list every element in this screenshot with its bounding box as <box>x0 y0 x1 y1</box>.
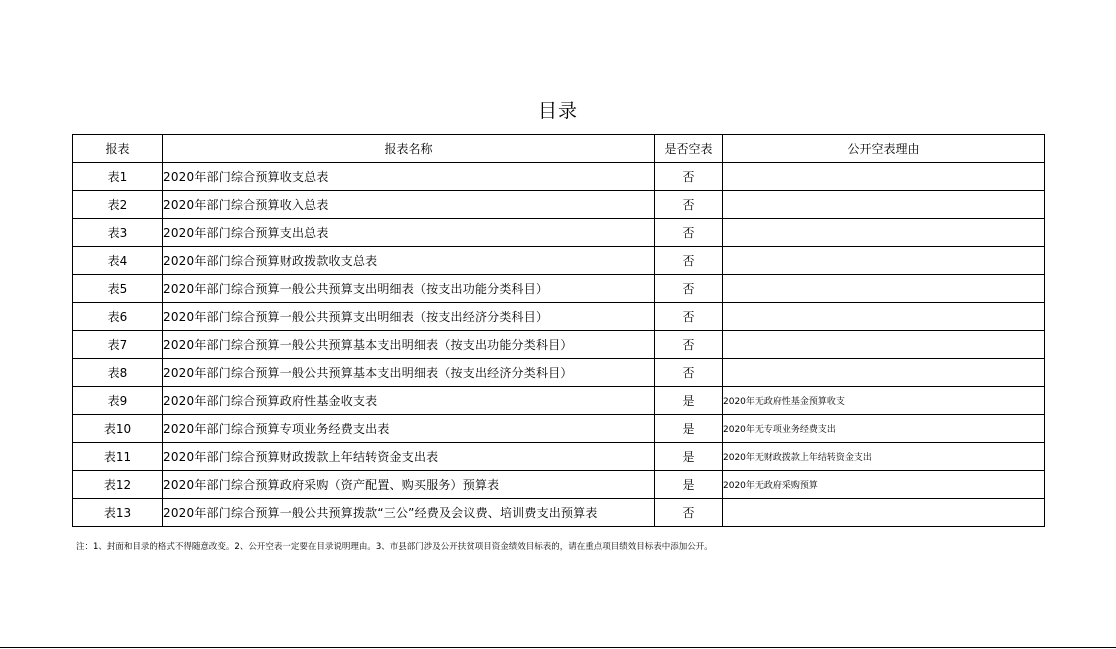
empty-reason-cell: 2020年无专项业务经费支出 <box>723 415 1045 443</box>
is-empty-cell: 否 <box>655 247 723 275</box>
is-empty-cell: 否 <box>655 191 723 219</box>
empty-reason-cell <box>723 275 1045 303</box>
table-row <box>73 331 1045 359</box>
table-row <box>73 499 1045 527</box>
is-empty-cell: 是 <box>655 471 723 499</box>
report-name-cell: 2020年部门综合预算收入总表 <box>163 191 655 219</box>
is-empty-cell: 是 <box>655 387 723 415</box>
report-no-cell: 表3 <box>73 219 163 247</box>
empty-reason-cell <box>723 303 1045 331</box>
table-row <box>73 191 1045 219</box>
empty-reason-cell <box>723 247 1045 275</box>
empty-reason-cell <box>723 219 1045 247</box>
report-no-cell: 表1 <box>73 163 163 191</box>
empty-reason-cell <box>723 331 1045 359</box>
empty-reason-cell <box>723 359 1045 387</box>
empty-reason-cell: 2020年无财政拨款上年结转资金支出 <box>723 443 1045 471</box>
report-name-cell: 2020年部门综合预算一般公共预算支出明细表（按支出经济分类科目） <box>163 303 655 331</box>
table-row <box>73 247 1045 275</box>
report-name-cell: 2020年部门综合预算一般公共预算基本支出明细表（按支出经济分类科目） <box>163 359 655 387</box>
report-name-cell: 2020年部门综合预算一般公共预算拨款“三公”经费及会议费、培训费支出预算表 <box>163 499 655 527</box>
footnote: 注：1、封面和目录的格式不得随意改变。2、公开空表一定要在目录说明理由。3、市县部门涉及公开扶贫项目资金绩效目标表的，请在重点项目绩效目标表中添加公开。 <box>76 542 713 552</box>
table-row <box>73 275 1045 303</box>
is-empty-cell: 否 <box>655 331 723 359</box>
page-title: 目录 <box>537 100 578 122</box>
table-row <box>73 471 1045 499</box>
is-empty-cell: 否 <box>655 219 723 247</box>
table-row <box>73 359 1045 387</box>
is-empty-cell: 是 <box>655 443 723 471</box>
empty-reason-cell <box>723 163 1045 191</box>
table-row <box>73 415 1045 443</box>
empty-reason-cell <box>723 191 1045 219</box>
report-name-cell: 2020年部门综合预算财政拨款收支总表 <box>163 247 655 275</box>
is-empty-cell: 否 <box>655 275 723 303</box>
catalog-table <box>72 134 1045 527</box>
report-no-cell: 表5 <box>73 275 163 303</box>
report-no-cell: 表9 <box>73 387 163 415</box>
report-name-cell: 2020年部门综合预算一般公共预算支出明细表（按支出功能分类科目） <box>163 275 655 303</box>
is-empty-cell: 否 <box>655 359 723 387</box>
header-report-no: 报表 <box>73 135 163 163</box>
header-is-empty: 是否空表 <box>655 135 723 163</box>
is-empty-cell: 是 <box>655 415 723 443</box>
report-no-cell: 表6 <box>73 303 163 331</box>
empty-reason-cell: 2020年无政府采购预算 <box>723 471 1045 499</box>
empty-reason-cell <box>723 499 1045 527</box>
report-name-cell: 2020年部门综合预算政府采购（资产配置、购买服务）预算表 <box>163 471 655 499</box>
report-no-cell: 表8 <box>73 359 163 387</box>
report-no-cell: 表11 <box>73 443 163 471</box>
table-row <box>73 163 1045 191</box>
header-empty-reason: 公开空表理由 <box>723 135 1045 163</box>
report-no-cell: 表4 <box>73 247 163 275</box>
report-no-cell: 表12 <box>73 471 163 499</box>
table-row <box>73 303 1045 331</box>
report-no-cell: 表13 <box>73 499 163 527</box>
bottom-divider <box>0 647 1116 648</box>
report-no-cell: 表10 <box>73 415 163 443</box>
empty-reason-cell: 2020年无政府性基金预算收支 <box>723 387 1045 415</box>
table-row <box>73 443 1045 471</box>
report-name-cell: 2020年部门综合预算专项业务经费支出表 <box>163 415 655 443</box>
report-no-cell: 表2 <box>73 191 163 219</box>
report-name-cell: 2020年部门综合预算收支总表 <box>163 163 655 191</box>
table-row <box>73 219 1045 247</box>
is-empty-cell: 否 <box>655 303 723 331</box>
report-no-cell: 表7 <box>73 331 163 359</box>
report-name-cell: 2020年部门综合预算支出总表 <box>163 219 655 247</box>
header-report-name: 报表名称 <box>163 135 655 163</box>
report-name-cell: 2020年部门综合预算财政拨款上年结转资金支出表 <box>163 443 655 471</box>
is-empty-cell: 否 <box>655 499 723 527</box>
report-name-cell: 2020年部门综合预算政府性基金收支表 <box>163 387 655 415</box>
table-header-row <box>73 135 1045 163</box>
is-empty-cell: 否 <box>655 163 723 191</box>
table-row <box>73 387 1045 415</box>
report-name-cell: 2020年部门综合预算一般公共预算基本支出明细表（按支出功能分类科目） <box>163 331 655 359</box>
